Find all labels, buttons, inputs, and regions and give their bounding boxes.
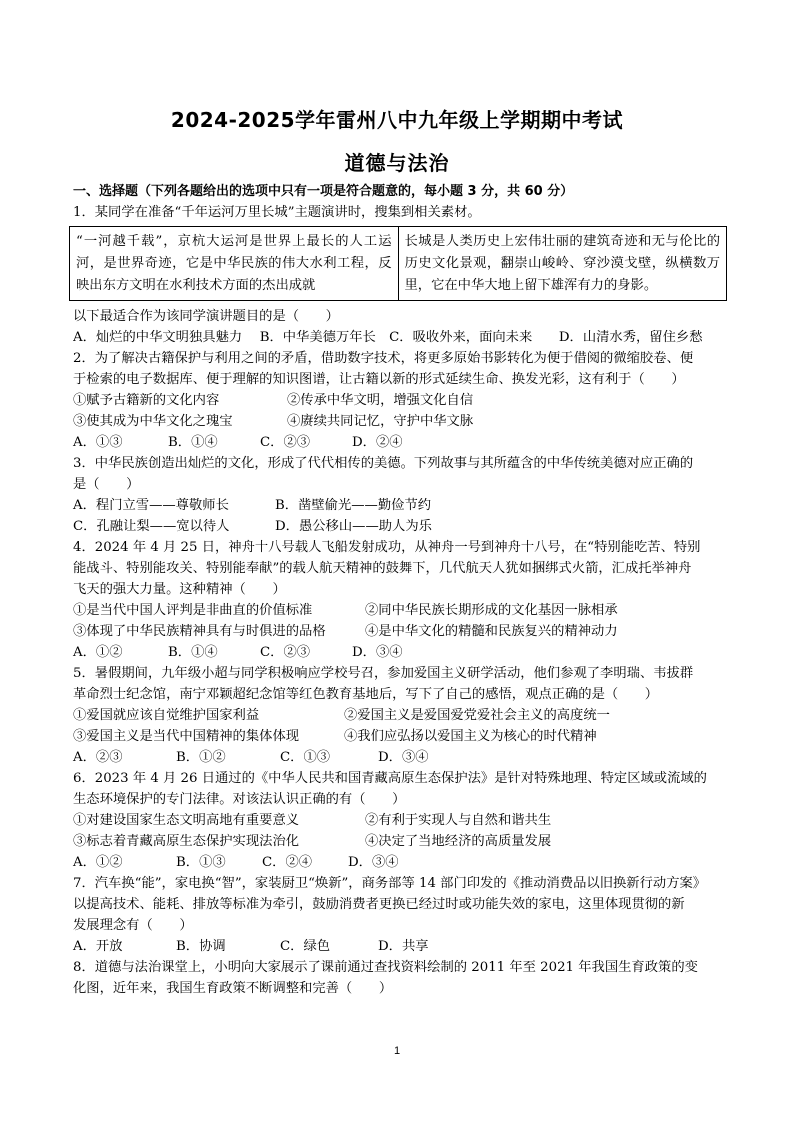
q3-option-b: B．凿壁偷光——勤俭节约 (275, 498, 432, 513)
q6-stem-2: 生态环境保护的专门法律。对该法认识正确的有（ ） (73, 792, 406, 807)
q2-statement-1: ①赋予古籍新的文化内容 (73, 393, 220, 408)
q7-stem-2: 以提高技术、能耗、排放等标准为牵引，鼓励消费者更换已经过时或功能失效的家电，这里体现贯彻的新 (73, 897, 685, 912)
q6-statement-2: ②有利于实现人与自然和谐共生 (365, 813, 552, 828)
q2-statement-4: ④赓续共同记忆，守护中华文脉 (287, 414, 474, 429)
q4-option-d: D．③④ (352, 645, 403, 660)
q4-option-a: A．①② (73, 645, 123, 660)
q2-statements-row-2 (73, 411, 725, 432)
q6-option-b: B．①③ (176, 855, 226, 870)
q5-option-b: B．①② (176, 750, 226, 765)
exam-content (73, 181, 725, 999)
q1-material-wall: 长城是人类历史上宏伟壮丽的建筑奇迹和无与伦比的历史文化景观，翻崇山峻岭、穿沙漠戈壁，纵横数万里，它在中华大地上留下雄浑有力的身影。 (398, 227, 727, 301)
q1-stem: 1．某同学在准备“千年运河万里长城”主题演讲时，搜集到相关素材。 (73, 205, 481, 220)
q4-statements-row-2 (73, 621, 725, 642)
q5-stem-2: 革命烈士纪念馆，南宁邓颖超纪念馆等红色教育基地后，写下了自己的感悟，观点正确的是（ ） (73, 687, 659, 702)
q5-statement-4: ④我们应弘扬以爱国主义为核心的时代精神 (344, 729, 597, 744)
q7-option-b: B．协调 (176, 939, 226, 954)
q7-option-c: C．绿色 (280, 939, 331, 954)
exam-title: 2024-2025学年雷州八中九年级上学期期中考试 (170, 108, 624, 132)
q2-option-c: C．②③ (260, 435, 311, 450)
q4-statements-row-1 (73, 600, 725, 621)
q8-stem-1: 8．道德与法治课堂上，小明向大家展示了课前通过查找资料绘制的 2011 年至 2021 年我国生育政策的变 (73, 960, 698, 975)
q4-stem-3: 飞天的强大力量。这种精神（ ） (73, 582, 286, 597)
q5-option-c: C．①③ (280, 750, 331, 765)
q5-option-a: A．②③ (73, 750, 123, 765)
q4-statement-3: ③体现了中华民族精神具有与时俱进的品格 (73, 624, 326, 639)
q5-statements-row-1 (73, 705, 725, 726)
q4-stem-2: 能战斗、特别能攻关、特别能奉献”的载人航天精神的鼓舞下，几代航天人犹如捆绑式火箭，汇成托举神舟 (73, 561, 692, 576)
q5-statements-row-2 (73, 726, 725, 747)
q1-options: A．灿烂的中华文明独具魅力 B．中华美德万年长 C．吸收外来，面向未来 D．山清水秀，留住乡愁 (73, 330, 703, 345)
q1-material-canal: “一河越千载”，京杭大运河是世界上最长的人工运河，是世界奇迹，它是中华民族的伟大水利工程，反映出东方文明在水利技术方面的杰出成就 (70, 227, 399, 301)
q2-option-b: B．①④ (168, 435, 218, 450)
q6-statement-3: ③标志着青藏高原生态保护实现法治化 (73, 834, 300, 849)
q7-stem-3: 发展理念有（ ） (73, 918, 193, 933)
q3-option-d: D．愚公移山——助人为乐 (275, 519, 432, 534)
q2-statement-3: ③使其成为中华文化之瑰宝 (73, 414, 233, 429)
q5-stem-1: 5．暑假期间，九年级小超与同学积极响应学校号召，参加爱国主义研学活动，他们参观了李明瑞、韦拔群 (73, 666, 694, 681)
q6-option-a: A．①② (73, 855, 123, 870)
q2-option-a: A．①③ (73, 435, 123, 450)
q6-statements-row-1 (73, 810, 725, 831)
q1-question: 以下最适合作为该同学演讲题目的是（ ） (73, 309, 339, 324)
q7-options (73, 936, 725, 957)
q2-stem-2: 于检索的电子数据库、便于理解的知识图谱，让古籍以新的形式延续生命、换发光彩，这有利于（ ） (73, 372, 685, 387)
q4-statement-1: ①是当代中国人评判是非曲直的价值标准 (73, 603, 313, 618)
section-heading: 一、选择题（下列各题给出的选项中只有一项是符合题意的，每小题 3 分，共 60 分） (73, 184, 574, 199)
q6-stem-1: 6．2023 年 4 月 26 日通过的《中华人民共和国青藏高原生态保护法》是针对特殊地理、特定区域或流域的 (73, 771, 707, 786)
q3-stem-2: 是（ ） (73, 477, 140, 492)
q2-stem-1: 2．为了解决古籍保护与利用之间的矛盾，借助数字技术，将更多原始书影转化为便于借阅的微缩胶卷、便 (73, 351, 694, 366)
q3-option-a: A．程门立雪——尊敬师长 (73, 498, 229, 513)
q6-statements-row-2 (73, 831, 725, 852)
q5-options (73, 747, 725, 768)
q2-option-d: D．②④ (352, 435, 403, 450)
q3-option-c: C．孔融让梨——宽以待人 (73, 519, 230, 534)
q6-option-c: C．②④ (262, 855, 313, 870)
q2-options (73, 432, 725, 453)
q2-statement-2: ②传承中华文明，增强文化自信 (287, 393, 474, 408)
q7-option-a: A．开放 (73, 939, 123, 954)
q5-statement-3: ③爱国主义是当代中国精神的集体体现 (73, 729, 300, 744)
q5-statement-2: ②爱国主义是爱国爱党爱社会主义的高度统一 (344, 708, 610, 723)
q6-option-d: D．③④ (348, 855, 399, 870)
q4-option-b: B．①④ (168, 645, 218, 660)
q6-options (73, 852, 725, 873)
q3-options-row-1 (73, 495, 725, 516)
page-number: 1 (393, 1045, 401, 1057)
q4-statement-2: ②同中华民族长期形成的文化基因一脉相承 (365, 603, 618, 618)
q4-stem-1: 4．2024 年 4 月 25 日，神舟十八号载人飞船发射成功，从神舟一号到神舟十八号，在“特别能吃苦、特别 (73, 540, 701, 555)
q4-option-c: C．②③ (260, 645, 311, 660)
q2-statements-row-1 (73, 390, 725, 411)
q4-statement-4: ④是中华文化的精髓和民族复兴的精神动力 (365, 624, 618, 639)
q8-stem-2: 化图，近年来，我国生育政策不断调整和完善（ ） (73, 981, 393, 996)
q1-material-table (69, 226, 727, 301)
subject-title: 道德与法治 (344, 151, 450, 175)
q6-statement-4: ④决定了当地经济的高质量发展 (365, 834, 552, 849)
q6-statement-1: ①对建设国家生态文明高地有重要意义 (73, 813, 300, 828)
q7-stem-1: 7．汽车换“能”，家电换“智”，家装厨卫“焕新”，商务部等 14 部门印发的《推动消费品以旧换新行动方案》 (73, 876, 707, 891)
q3-options-row-2 (73, 516, 725, 537)
q5-option-d: D．③④ (378, 750, 429, 765)
q7-option-d: D．共享 (378, 939, 429, 954)
q4-options (73, 642, 725, 663)
q5-statement-1: ①爱国就应该自觉维护国家利益 (73, 708, 260, 723)
q3-stem-1: 3．中华民族创造出灿烂的文化，形成了代代相传的美德。下列故事与其所蕴含的中华传统美德对应正确的 (73, 456, 694, 471)
